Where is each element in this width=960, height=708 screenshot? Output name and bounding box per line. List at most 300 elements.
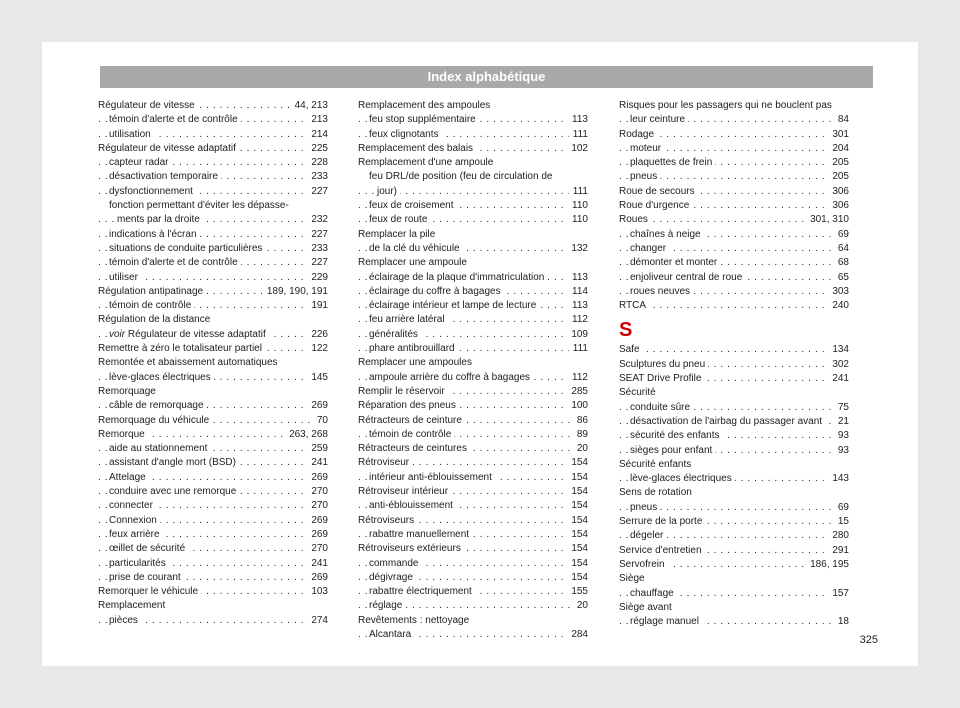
entry-label: SEAT Drive Profile [619,373,702,385]
entry-label: Sculptures du pneu [619,358,706,370]
index-subentry [358,299,588,313]
page-reference: 111 [569,128,588,142]
entry-label: réglage [369,600,403,612]
entry-text [109,257,241,268]
index-subentry [358,571,588,585]
entry-label: Remplir le réservoir [358,385,445,397]
entry-label: Safe [619,344,640,356]
entry-label: indications à l'écran [109,228,197,240]
entry-text [358,515,417,526]
page-reference: 64 [834,242,849,256]
entry-text [109,229,200,240]
entry-text [630,114,688,125]
entry-text [98,143,239,154]
index-entry [98,356,328,370]
page-reference: 122 [307,342,328,356]
entry-text [358,543,464,554]
index-subentry [98,399,328,413]
entry-text [109,486,239,497]
index-subentry [358,328,588,342]
entry-label: Roue d'urgence [619,200,690,212]
index-entry [358,442,588,456]
entry-text [619,344,643,355]
index-subentry [98,185,328,199]
entry-text [619,602,675,613]
entry-text [630,445,715,456]
index-subentry [358,557,588,571]
entry-label: Sens de rotation [619,487,692,499]
page-reference: 227 [307,256,328,270]
index-entry [358,485,588,499]
entry-label: Régulateur de vitesse adaptatif [98,142,236,154]
page-reference: 154 [567,499,588,513]
index-entry [98,285,328,299]
page-reference: 228 [307,156,328,170]
entry-text [109,300,194,311]
page-reference: 229 [307,271,328,285]
page-reference: 21 [834,415,849,429]
page-reference: 241 [307,456,328,470]
page-reference: 112 [568,313,588,327]
entry-label: fonction permettant d'éviter les dépasse- [109,200,289,212]
entry-text [619,573,648,584]
entry-label: Remplacer une ampoules [358,357,472,369]
page-reference: 284 [567,628,588,642]
index-subentry [358,471,588,485]
entry-text [109,114,241,125]
entry-text [619,387,659,398]
entry-text [630,430,723,441]
page-reference: 306 [828,185,849,199]
entry-label: témoin d'alerte et de contrôle [109,114,238,126]
page-reference: 18 [834,615,849,629]
entry-text [109,243,265,254]
entry-label: Servofrein [619,558,665,570]
page-reference: 69 [834,501,849,515]
index-entry [619,343,849,357]
page-reference: 240 [828,299,849,313]
entry-text [369,243,463,254]
page-reference: 214 [307,128,328,142]
entry-label: plaquettes de frein [630,157,713,169]
entry-text [358,443,470,454]
entry-text [369,629,414,640]
entry-text [369,343,458,354]
index-entry [98,99,328,113]
entry-text [630,286,693,297]
index-subentry [98,499,328,513]
index-entry [619,386,849,400]
page-reference: 227 [307,228,328,242]
entry-label: Alcantara [369,628,412,640]
index-subentry [358,170,588,184]
index-subentry [619,415,849,429]
page-reference: 110 [568,213,588,227]
page-reference: 280 [828,529,849,543]
entry-label: chaînes à neige [630,228,701,240]
entry-text [619,545,705,556]
entry-label: Roue de secours [619,185,695,197]
index-entry [358,614,588,628]
entry-label: feux de croisement [369,200,454,212]
page-reference: 186, 195 [806,558,849,572]
entry-label: réglage manuel [630,616,699,628]
page-reference: 291 [828,544,849,558]
entry-text [369,586,475,597]
entry-text [369,500,456,511]
entry-label: feux clignotants [369,128,439,140]
entry-text [98,314,213,325]
entry-label: Rétroviseur [358,457,410,469]
page-reference: 155 [567,585,588,599]
page-reference: 233 [307,170,328,184]
page-reference: 68 [834,256,849,270]
page-reference: 269 [307,528,328,542]
entry-label: assistant d'angle mort (BSD) [109,457,236,469]
entry-label: Connexion [109,514,157,526]
page-reference: 132 [567,242,588,256]
entry-label: démonter et monter [630,257,718,269]
entry-text [109,157,171,168]
index-subentry [358,371,588,385]
index-subentry [98,328,328,342]
entry-text [369,114,479,125]
entry-label: rabattre électriquement [369,586,472,598]
page-reference: 301, 310 [806,213,849,227]
entry-text [630,229,704,240]
entry-text [619,359,708,370]
entry-label: dégeler [630,530,664,542]
index-column-3 [619,99,849,629]
index-subentry [358,242,588,256]
entry-label: Remorquer le véhicule [98,586,199,598]
see-reference: voir [109,328,126,340]
index-entry [619,213,849,227]
entry-label: connecter [109,500,153,512]
index-entry [358,256,588,270]
page-reference: 270 [307,485,328,499]
page-reference: 86 [573,414,588,428]
entry-text [98,343,265,354]
entry-label: désactivation temporaire [109,171,218,183]
index-entry [358,228,588,242]
index-subentry [358,271,588,285]
page-reference: 302 [828,358,849,372]
index-entry [98,428,328,442]
entry-label: pneus [630,501,658,513]
entry-text [98,415,212,426]
page-reference: 113 [568,113,588,127]
entry-text [369,272,547,283]
index-entry [619,299,849,313]
entry-label: Réparation des pneus [358,400,456,412]
index-entry [98,342,328,356]
entry-text [630,416,825,427]
page-reference: 89 [573,428,588,442]
entry-label: lève-glaces électriques [109,371,211,383]
index-entry [619,558,849,572]
entry-label: Remplacer une ampoule [358,257,467,269]
page-reference: 143 [828,472,849,486]
entry-text [630,272,745,283]
index-subentry [619,271,849,285]
entry-text [369,200,457,211]
entry-text [619,200,692,211]
page-reference: 225 [307,142,328,156]
index-subentry [358,599,588,613]
index-entry [619,486,849,500]
entry-label: sécurité des enfants [630,430,720,442]
index-subentry [619,156,849,170]
index-entry [98,599,328,613]
entry-label: Rodage [619,128,655,140]
index-entry [358,456,588,470]
entry-label: commande [369,557,419,569]
index-subentry [619,285,849,299]
entry-label: Sécurité [619,387,656,399]
index-entry [358,156,588,170]
page-reference: 269 [307,571,328,585]
index-subentry [619,170,849,184]
entry-text [369,472,495,483]
entry-text [109,515,160,526]
entry-text [619,214,651,225]
entry-text [369,171,555,182]
page-reference: 259 [307,442,328,456]
index-entry [98,585,328,599]
entry-label: Siège avant [619,601,672,613]
index-entry [358,142,588,156]
page-reference: 241 [828,372,849,386]
index-subentry [98,128,328,142]
index-subentry [98,442,328,456]
entry-text [358,229,438,240]
page-reference: 93 [834,444,849,458]
index-subentry [619,472,849,486]
index-entry [358,514,588,528]
index-subentry [98,256,328,270]
entry-label: Remplacer la pile [358,228,436,240]
entry-text [98,357,281,368]
entry-label: capteur radar [109,157,169,169]
entry-text [109,372,214,383]
index-subentry [98,571,328,585]
entry-label: Siège [619,573,645,585]
entry-text [369,558,421,569]
page-reference: 111 [569,185,588,199]
page-reference: 15 [834,515,849,529]
page-reference: 113 [568,299,588,313]
entry-label: Remplacement d'une ampoule [358,157,494,169]
page-reference: 65 [834,271,849,285]
page-reference: 20 [573,599,588,613]
index-subentry [358,128,588,142]
entry-label: feux arrière [109,528,160,540]
index-entry [98,142,328,156]
entry-label: sièges pour enfant [630,444,713,456]
entry-label: témoin de contrôle [109,300,192,312]
entry-text [358,486,451,497]
index-subentry [619,429,849,443]
entry-text [98,429,148,440]
index-subentry [358,585,588,599]
entry-label: prise de courant [109,571,181,583]
index-entry [619,199,849,213]
entry-label: Rétroviseurs [358,514,415,526]
entry-label: aide au stationnement [109,443,208,455]
index-entry [98,313,328,327]
entry-label: câble de remorquage [109,400,204,412]
index-entry [358,399,588,413]
index-subentry [98,213,328,227]
index-subentry [619,529,849,543]
entry-text [109,329,269,340]
entry-text [630,530,666,541]
entry-text [358,143,476,154]
entry-label: roues neuves [630,285,691,297]
index-entry [358,542,588,556]
entry-text [109,543,188,554]
index-subentry [98,514,328,528]
entry-text [109,129,154,140]
entry-label: rabattre manuellement [369,528,470,540]
entry-label: moteur [630,142,662,154]
page-reference: 109 [567,328,588,342]
entry-text [109,615,141,626]
index-subentry [98,542,328,556]
entry-text [619,459,694,470]
entry-label: Remorque [98,428,145,440]
entry-text [98,600,168,611]
entry-text [358,457,412,468]
index-subentry [619,256,849,270]
entry-text [109,558,169,569]
page-reference: 306 [828,199,849,213]
entry-text [630,143,664,154]
index-subentry [358,213,588,227]
index-subentry [358,313,588,327]
index-subentry [358,342,588,356]
index-entry [619,128,849,142]
index-subentry [98,156,328,170]
page-reference: 154 [567,456,588,470]
entry-text [109,500,156,511]
entry-text [369,600,405,611]
page-reference: 263, 268 [285,428,328,442]
entry-label: phare antibrouillard [369,343,455,355]
page-reference: 114 [568,285,588,299]
entry-text [358,400,459,411]
page-reference: 20 [573,442,588,456]
page-reference: 154 [567,514,588,528]
entry-label: feu DRL/de position (feu de circulation de [369,171,553,183]
entry-label: éclairage du coffre à bagages [369,285,501,297]
index-entry [619,99,849,113]
entry-text [630,502,660,513]
page-reference: 111 [569,342,588,356]
index-subentry [358,113,588,127]
entry-label: dysfonctionnement [109,185,193,197]
entry-label: changer [630,242,667,254]
entry-label: Régulation de la distance [98,314,211,326]
entry-text [369,572,416,583]
entry-label: feu arrière latéral [369,314,445,326]
entry-label: Rétroviseurs extérieurs [358,543,461,555]
page-reference: 154 [567,471,588,485]
entry-text [369,129,442,140]
entry-label: feux de route [369,214,428,226]
index-subentry [358,528,588,542]
entry-text [358,615,472,626]
index-subentry [358,428,588,442]
entry-label: Revêtements : nettoyage [358,614,470,626]
entry-text [630,157,715,168]
entry-label: ments par la droite [117,214,200,226]
page-reference: 204 [828,142,849,156]
entry-label: particularités [109,557,166,569]
index-subentry [619,401,849,415]
entry-text [630,473,735,484]
entry-label: désactivation de l'airbag du passager avant [630,415,823,427]
entry-label: Rétroviseur intérieur [358,486,449,498]
entry-text [369,286,504,297]
entry-text [98,386,159,397]
index-entry [619,601,849,615]
entry-label: enjoliveur central de roue [630,271,743,283]
index-subentry [619,142,849,156]
entry-text [369,300,539,311]
index-subentry [619,242,849,256]
index-subentry [98,242,328,256]
entry-label: Régulation antipatinage [98,285,204,297]
index-subentry [358,185,588,199]
page-reference: 154 [567,542,588,556]
page-reference: 205 [828,156,849,170]
index-subentry [358,628,588,642]
entry-label: feu stop supplémentaire [369,114,476,126]
entry-label: RTCA [619,300,647,312]
entry-label: Régulateur de vitesse [98,100,195,111]
entry-text [619,559,668,570]
page-reference: 227 [307,185,328,199]
entry-text [630,257,720,268]
entry-label: Roues [619,214,648,226]
index-subentry [98,456,328,470]
entry-label: de la clé du véhicule [369,242,460,254]
page-reference: 213 [307,113,328,127]
entry-label: généralités [369,328,418,340]
index-subentry [98,228,328,242]
page-reference: 112 [568,371,588,385]
page-reference: 134 [828,343,849,357]
entry-label: chauffage [630,587,674,599]
entry-label: Serrure de la porte [619,516,703,528]
entry-text [619,373,704,384]
index-entry [358,414,588,428]
entry-text [630,588,677,599]
entry-label: pneus [630,171,658,183]
entry-text [619,100,835,111]
entry-text [117,214,203,225]
entry-text [109,186,196,197]
index-entry [98,414,328,428]
page-reference: 103 [307,585,328,599]
index-subentry [98,485,328,499]
entry-label: leur ceinture [630,114,686,126]
index-subentry [98,614,328,628]
index-subentry [358,499,588,513]
page-number: 325 [859,634,878,646]
